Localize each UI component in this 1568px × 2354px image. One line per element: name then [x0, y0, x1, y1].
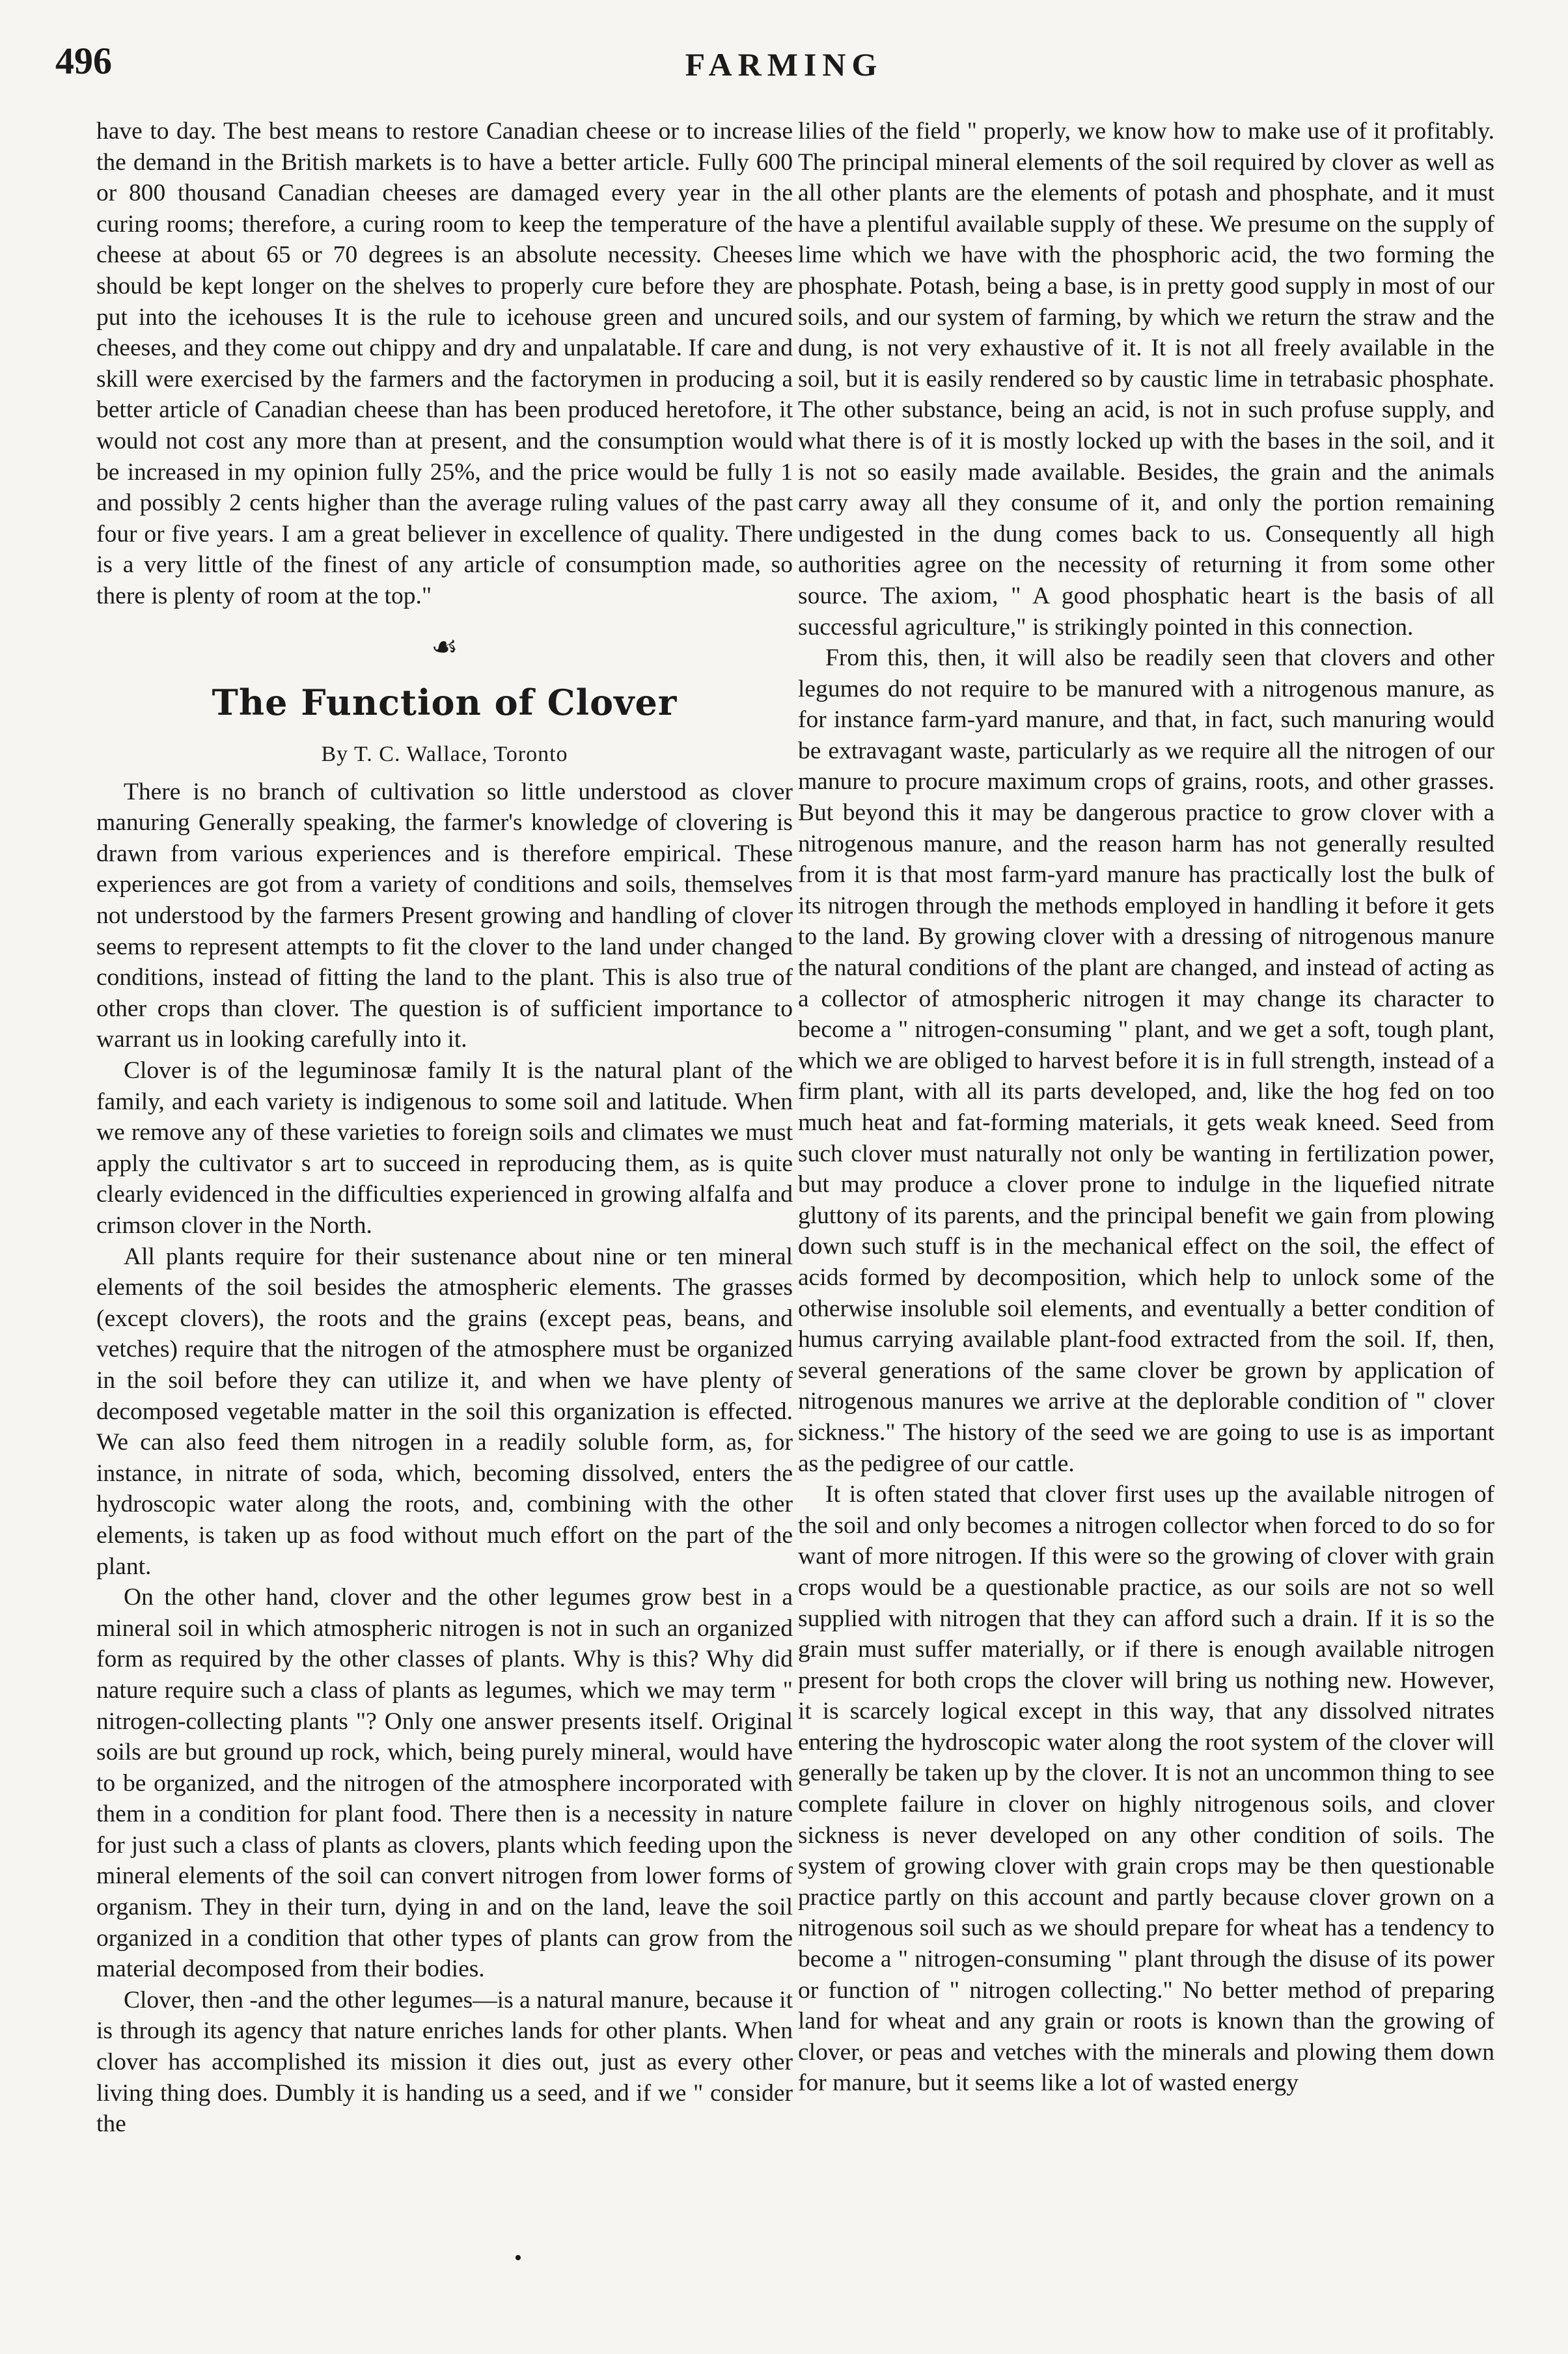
running-head: FARMING — [685, 46, 883, 83]
page-number: 496 — [55, 40, 112, 82]
paragraph: There is no branch of cultivation so little understood as clover manuring Generally speaking, the farmer's knowledge of clovering is drawn from various experiences and is therefore empirical. These experiences are got from a variety of conditions and soils, themselves not understood by the farmers Present growing and handling of clover seems to represent attempts to fit the clover to the land under changed conditions, instead of fitting the land to the plant. This is also true of other crops than clover. The question is of sufficient importance to warrant us in looking carefully into it. — [96, 778, 793, 1053]
paragraph: It is often stated that clover first uses up the available nitrogen of the soil and only becomes a nitrogen collector when forced to do so for want of more nitrogen. If this were so the growing of clover with grain crops would be a questionable practice, as our soils are not so well supplied with nitrogen that they can afford such a drain. If it is so the grain must suffer materially, or if there is enough available nitrogen present for both crops the clover will bring us nothing new. However, it is scarcely logical except in this way, that any dissolved nitrates entering the hydroscopic water along the root system of the clover will generally be taken up by the clover. It is not an uncommon thing to see complete failure in clover on highly nitrogenous soils, and clover sickness is never developed on any other condition of soils. The system of growing clover with grain crops may be then questionable practice partly on this account and partly because clover grown on a nitrogenous soil such as we should prepare for wheat has a tendency to become a " nitrogen-consuming " plant through the disuse of its power or function of " nitrogen collecting." No better method of preparing land for wheat and any grain or roots is known than the growing of clover, or peas and vetches with the minerals and plowing them down for manure, but it seems like a lot of wasted energy — [798, 1481, 1494, 2097]
paragraph: Clover is of the leguminosæ family It is the natural plant of the family, and each variety is indigenous to some soil and latitude. When we remove any of these varieties to foreign soils and climates we must apply the cultivator s art to succeed in reproducing them, as is quite clearly evidenced in the difficulties experienced in growing alfalfa and crimson clover in the North. — [96, 1057, 793, 1239]
paragraph: All plants require for their sustenance about nine or ten mineral elements of the soil besides the atmospheric elements. The grasses (except clovers), the roots and the grains (except peas, beans, and vetches) require that the nitrogen of the atmosphere must be organized in the soil before they can utilize it, and when we have plenty of decomposed vegetable matter in the soil this organization is effected. We can also feed them nitrogen in a readily soluble form, as, for instance, in nitrate of soda, which, becoming dissolved, enters the hydroscopic water along the roots, and, combining with the other elements, is taken up as food without much effort on the part of the plant. — [96, 1243, 793, 1580]
paragraph: On the other hand, clover and the other legumes grow best in a mineral soil in which atmospheric nitrogen is not in such an organized form as required by the other classes of plants. Why is this? Why did nature require such a class of plants as legumes, which we may term " nitrogen-collecting plants "? Only one answer presents itself. Original soils are but ground up rock, which, being purely mineral, would have to be organized, and the nitrogen of the atmosphere incorporated with them in a condition for plant food. There then is a necessity in nature for just such a class of plants as clovers, plants which feeding upon the mineral elements of the soil can convert nitrogen from lower forms of organism. They in their turn, dying in and on the land, leave the soil organized in a condition that other types of plants can grow from the material decomposed from their bodies. — [96, 1584, 793, 1983]
left-column — [96, 116, 793, 2140]
continued-paragraph: lilies of the field " properly, we know how to make use of it profitably. The principal mineral elements of the soil required by clover as well as all other plants are the elements of potash and phosphate, and it must have a plentiful available supply of these. We presume on the supply of lime which we have with the phosphoric acid, the two forming the phosphate. Potash, being a base, is in pretty good supply in most of our soils, and our system of farming, by which we return the straw and the dung, is not very exhaustive of it. It is not all freely available in the soil, but it is easily rendered so by caustic lime in tetrabasic phosphate. The other substance, being an acid, is not in such profuse supply, and what there is of it is mostly locked up with the bases in the soil, and it is not so easily made available. Besides, the grain and the animals carry away all they consume of it, and only the portion remaining undigested in the dung comes back to us. Consequently all high authorities agree on the necessity of returning it from some other source. The axiom, " A good phosphatic heart is the basis of all successful agriculture," is strikingly pointed in this connection. — [798, 118, 1494, 641]
paragraph: Clover, then -and the other legumes—is a natural manure, because it is through its agency that nature enriches lands for other plants. When clover has accomplished its mission it dies out, just as every other living thing does. Dumbly it is handing us a seed, and if we " consider the — [96, 1986, 793, 2138]
bottom-mark: • — [514, 2246, 522, 2270]
right-column — [798, 116, 1494, 2099]
ornament-icon: ☙ — [431, 630, 458, 663]
paragraph: From this, then, it will also be readily seen that clovers and other legumes do not require to be manured with a nitrogenous manure, as for instance farm-yard manure, and that, in fact, such manuring would be extravagant waste, particularly as we require all the nitrogen of our manure to procure maximum crops of grains, roots, and other grasses. But beyond this it may be dangerous practice to grow clover with a nitrogenous manure, and the reason harm has not generally resulted from it is that most farm-yard manure has practically lost the bulk of its nitrogen through the methods employed in handling it before it gets to the land. By growing clover with a dressing of nitrogenous manure the natural conditions of the plant are changed, and instead of acting as a collector of atmospheric nitrogen it may change its character to become a " nitrogen-consuming " plant, and we get a soft, tough plant, which we are obliged to harvest before it is in full strength, instead of a firm plant, with all its parts developed, and, like the hog fed on too much heat and fat-forming materials, it gets weak kneed. Seed from such clover must naturally not only be wanting in fertilization power, but may produce a clover prone to indulge in the liquefied nitrate gluttony of its parents, and the principal benefit we gain from plowing down such stuff is in the mechanical effect on the soil, the effect of acids formed by decomposition, which help to unlock some of the otherwise insoluble soil elements, and eventually a better condition of humus carrying available plant-food extracted from the soil. If, then, several generations of the same clover be grown by application of nitrogenous manures we arrive at the deplorable condition of " clover sickness." The history of the seed we are going to use is as important as the pedigree of our cattle. — [798, 644, 1494, 1477]
byline: By T. C. Wallace, Toronto — [321, 742, 568, 767]
continued-paragraph: have to day. The best means to restore Canadian cheese or to increase the demand in the British markets is to have a better article. Fully 600 or 800 thousand Canadian cheeses are damaged every year in the curing rooms; therefore, a curing room to keep the temperature of the cheese at about 65 or 70 degrees is an absolute necessity. Cheeses should be kept longer on the shelves to properly cure before they are put into the icehouses It is the rule to icehouse green and uncured cheeses, and they come out chippy and dry and unpalatable. If care and skill were exercised by the farmers and the factorymen in producing a better article of Canadian cheese than has been produced heretofore, it would not cost any more than at present, and the consumption would be increased in my opinion fully 25%, and the price would be fully 1 and possibly 2 cents higher than the average ruling values of the past four or five years. I am a great believer in excellence of quality. There is a very little of the finest of any article of consumption made, so there is plenty of room at the top." — [96, 118, 793, 609]
article-title: The Function of Clover — [212, 682, 678, 724]
